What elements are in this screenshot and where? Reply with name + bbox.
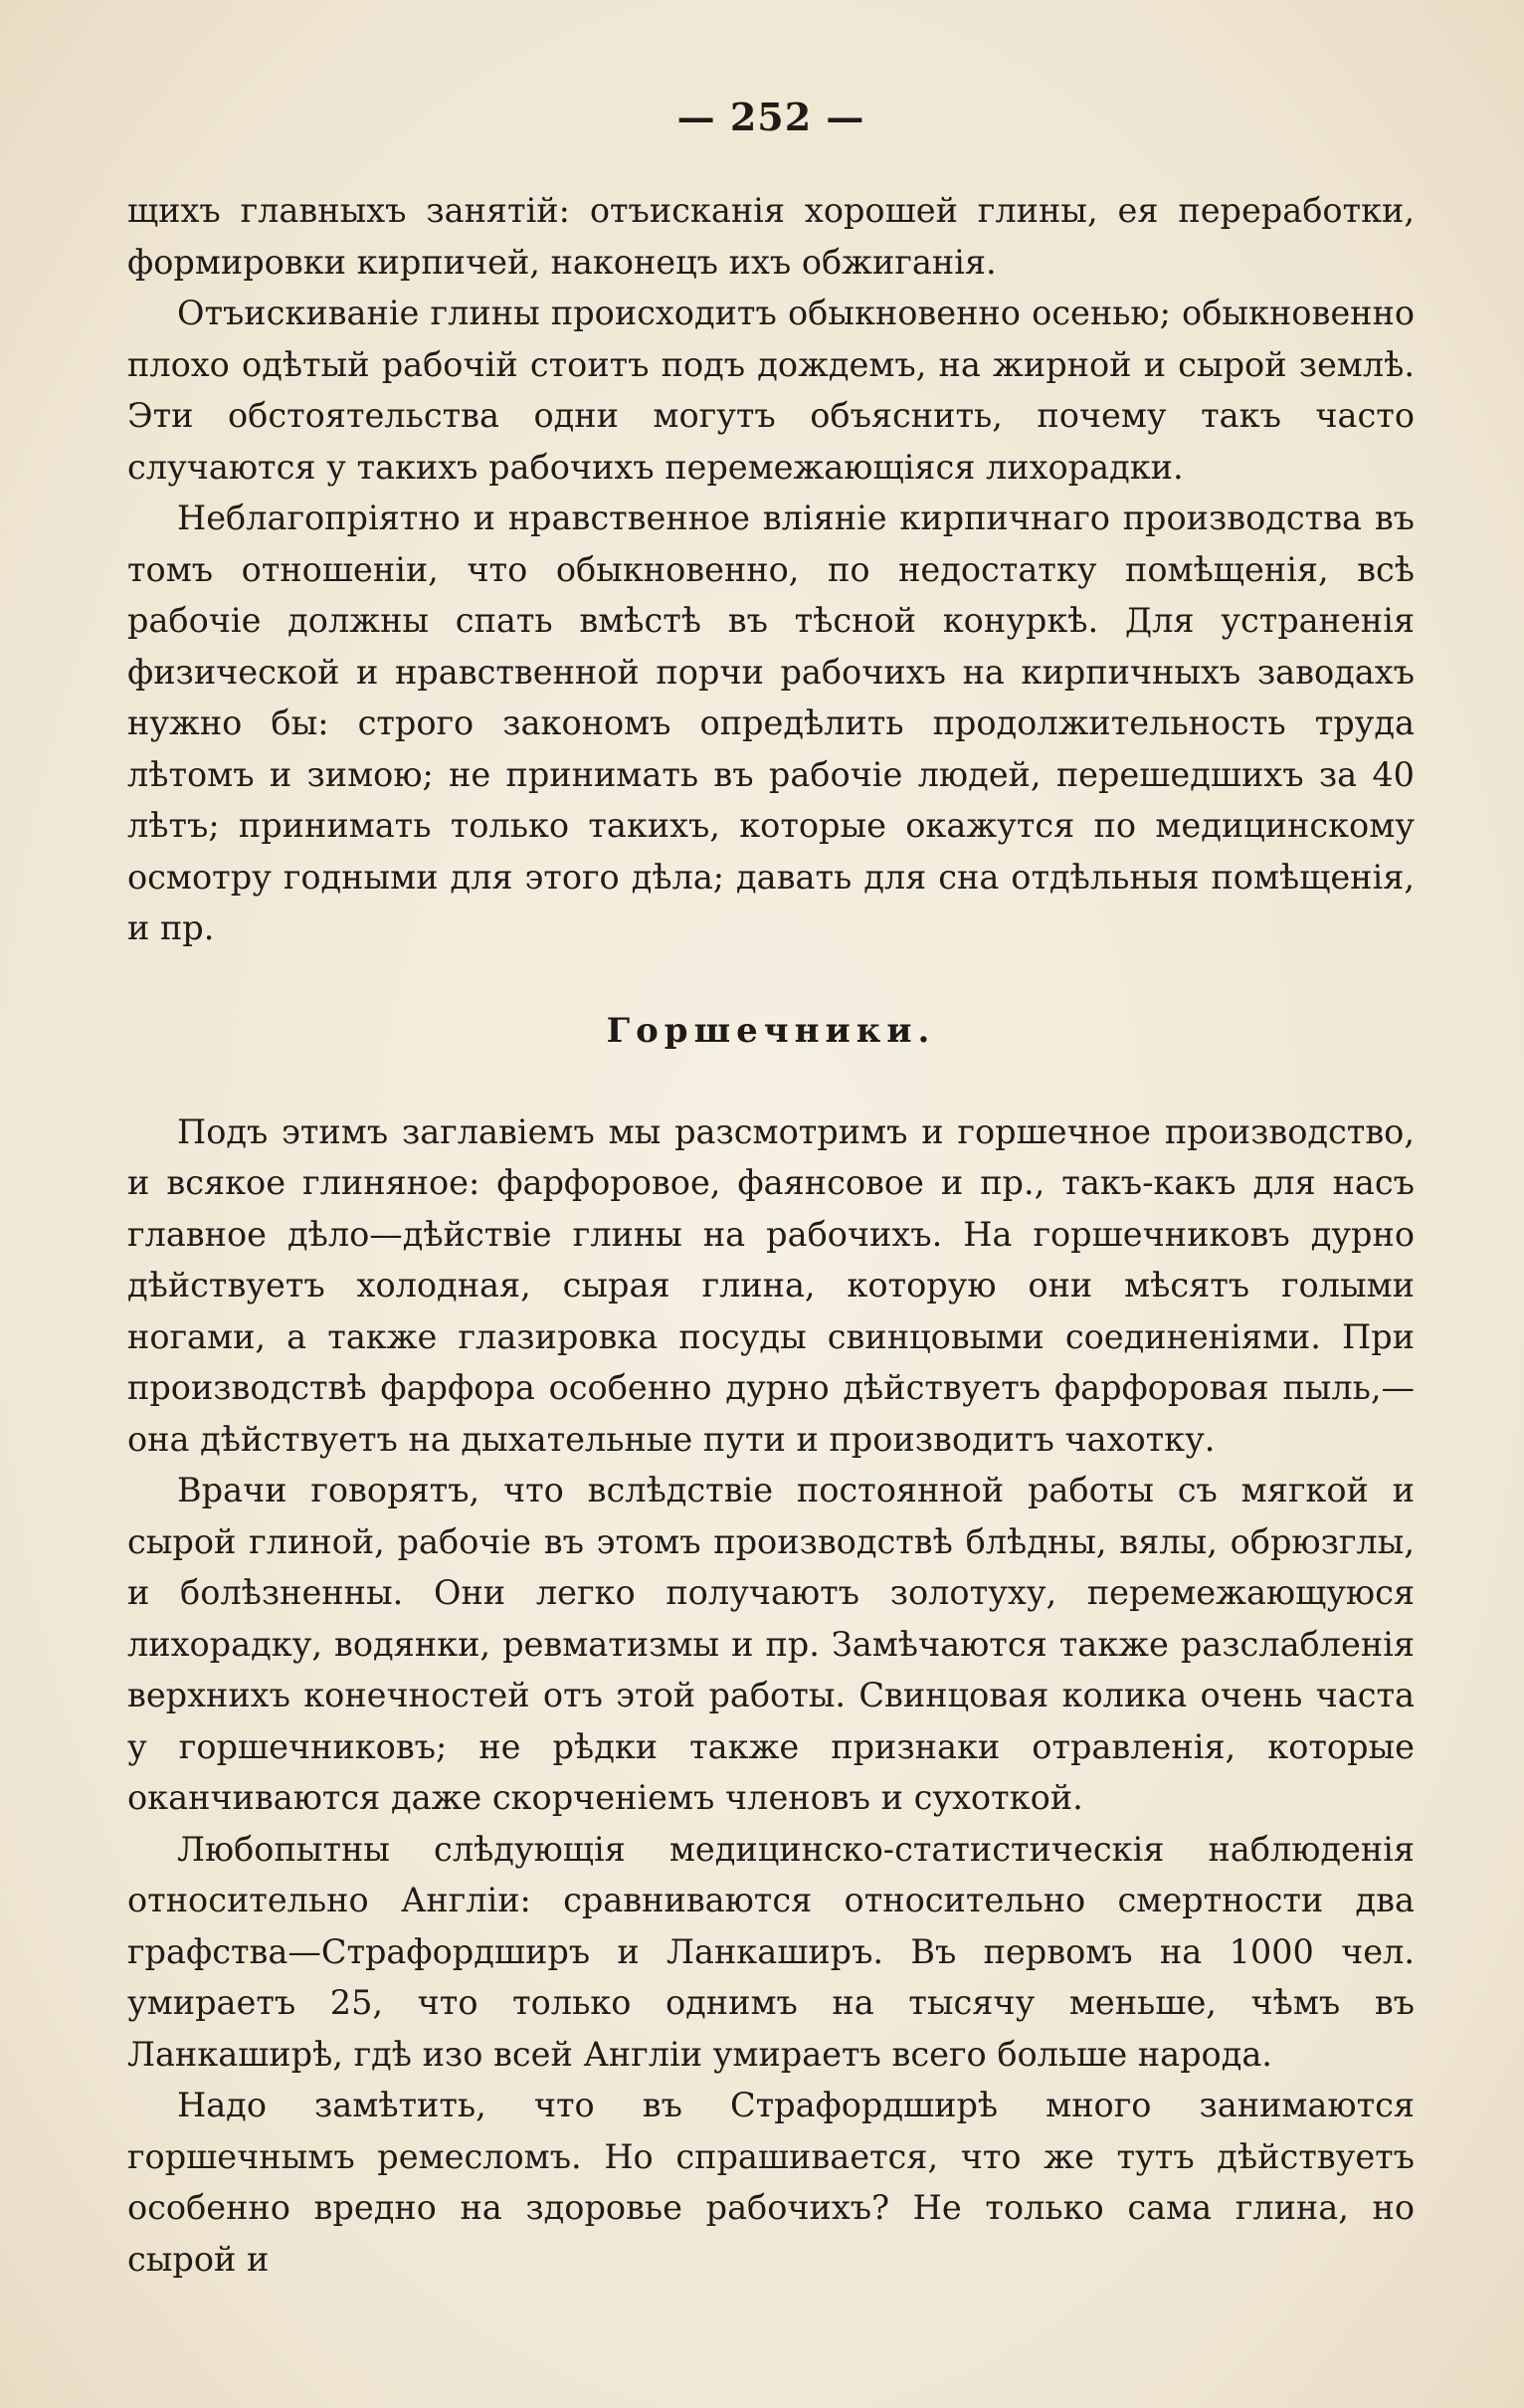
paragraph-strafordshire: Надо замѣтить, что въ Страфордширѣ много занимаются горшечнымъ ремесломъ. Но спрашивается, что же тутъ дѣйствуетъ особенно вредно на здоровье рабочихъ? Не только сама глина, но сырой и <box>127 2086 1415 2279</box>
paragraph-england-statistics: Любопытны слѣдующія медицинско-статистическія наблюденія относительно Англіи: сравниваются относительно смертности два графства—Страфордширъ и Ланкаширъ. Въ первомъ на 1000 чел. умираетъ 25, что только однимъ на тысячу меньше, чѣмъ въ Ланкаширѣ, гдѣ изо всей Англіи умираетъ всего больше народа. <box>127 1829 1415 2074</box>
paragraph-moral-influence: Неблагопріятно и нравственное вліяніе кирпичнаго производства въ томъ отношеніи, что обыкновенно, по недостатку помѣщенія, всѣ рабочіе должны спать вмѣстѣ въ тѣсной конуркѣ. Для устраненія физической и нравственной порчи рабочихъ на кирпичныхъ заводахъ нужно бы: строго закономъ опредѣлить продолжительность труда лѣтомъ и зимою; не принимать въ рабочіе людей, перешедшихъ за 40 лѣтъ; принимать только такихъ, которые окажутся по медицинскому осмотру годными для этого дѣла; давать для сна отдѣльныя помѣщенія, и пр. <box>127 499 1415 947</box>
paragraph-clay-search: Отъискиваніе глины происходитъ обыкновенно осенью; обыкновенно плохо одѣтый рабочій стоитъ подъ дождемъ, на жирной и сырой землѣ. Эти обстоятельства одни могутъ объяснить, почему такъ часто случаются у такихъ рабочихъ перемежающіяся лихорадки. <box>127 294 1415 487</box>
page-number: — 252 — <box>676 95 865 139</box>
paragraph-potters-intro: Подъ этимъ заглавіемъ мы разсмотримъ и горшечное производство, и всякое глиняное: фарфоровое, фаянсовое и пр., такъ-какъ для насъ главное дѣло—дѣйствіе глины на рабочихъ. На горшечниковъ дурно дѣйствуетъ холодная, сырая глина, которую они мѣсятъ голыми ногами, а также глазировка посуды свинцовыми соединеніями. При производствѣ фарфора особенно дурно дѣйствуетъ фарфоровая пыль,— она дѣйствуетъ на дыхательные пути и производитъ чахотку. <box>127 1111 1415 1459</box>
paragraph-doctors-say: Врачи говорятъ, что вслѣдствіе постоянной работы съ мягкой и сырой глиной, рабочіе въ этомъ производствѣ блѣдны, вялы, обрюзглы, и болѣзненны. Они легко получаютъ золотуху, перемежающуюся лихорадку, водянки, ревматизмы и пр. Замѣчаются также разслабленія верхнихъ конечностей отъ этой работы. Свинцовая колика очень часта у горшечниковъ; не рѣдки также признаки отравленія, которые оканчиваются даже скорченіемъ членовъ и сухоткой. <box>127 1471 1415 1817</box>
paragraph-continuation: щихъ главныхъ занятій: отъисканія хорошей глины, ея переработки, формировки кирпичей, наконецъ ихъ обжиганія. <box>127 191 1415 282</box>
section-heading: Горшечники. <box>606 1010 936 1051</box>
